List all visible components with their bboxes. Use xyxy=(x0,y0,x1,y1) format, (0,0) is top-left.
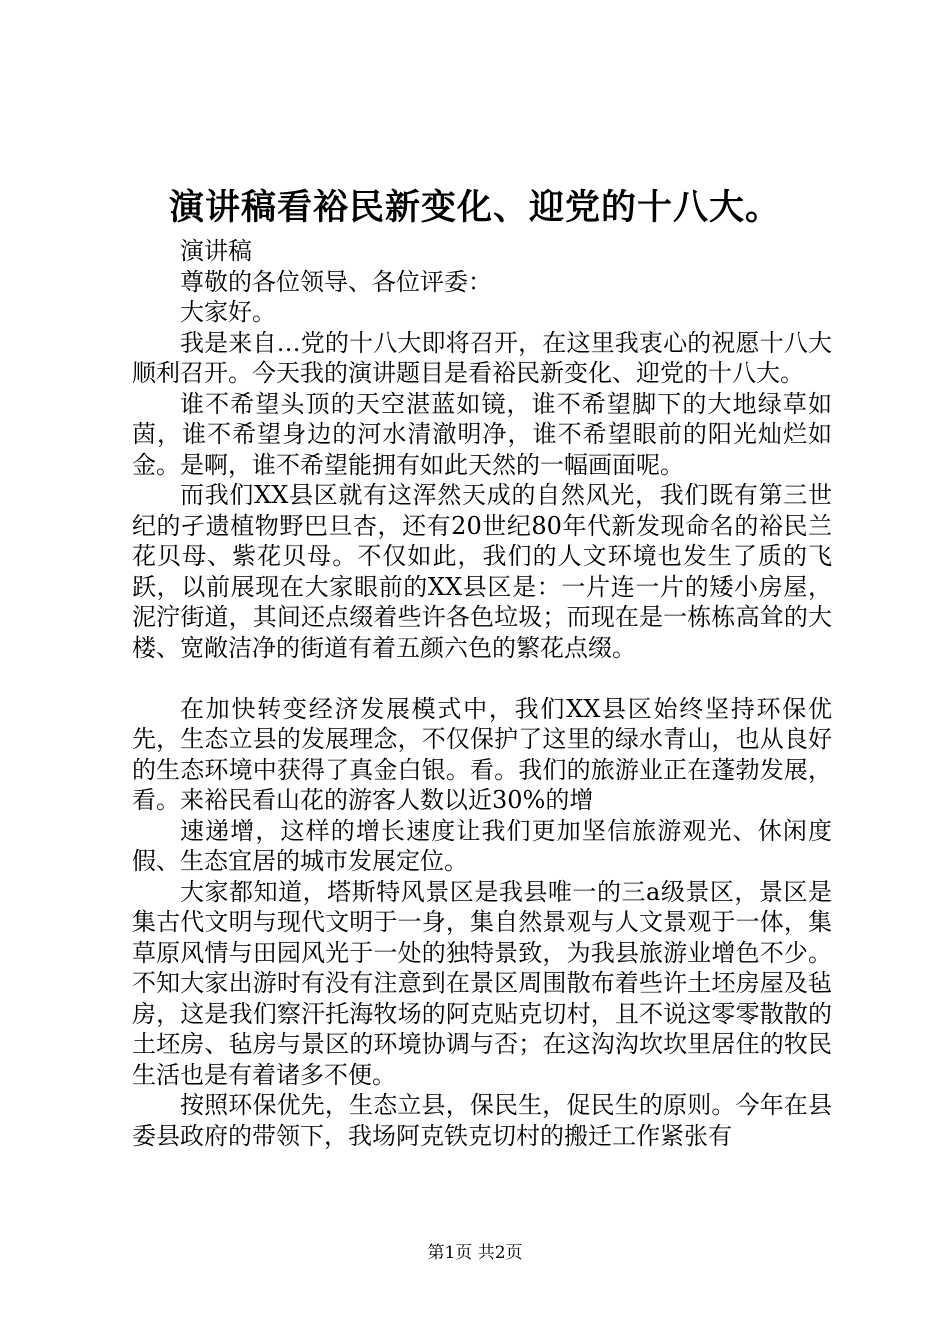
document-body xyxy=(132,236,832,1151)
paragraph-economy: 在加快转变经济发展模式中，我们XX县区始终坚持环保优先，生态立县的发展理念，不仅保护了这里的绿水青山，也从良好的生态环境中获得了真金白银。看。我们的旅游业正在蓬勃发展，看。来裕民看山花的游客人数以近30%的增 xyxy=(132,694,832,814)
page-footer: 第1页 共2页 xyxy=(427,1243,523,1263)
paragraph-greeting: 大家好。 xyxy=(180,298,276,326)
paragraph-scenic-area: 大家都知道，塔斯特风景区是我县唯一的三a级景区，景区是集古代文明与现代文明于一身，集自然景观与人文景观于一体，集草原风情与田园风光于一处的独特景致，为我县旅游业增色不少。不知大家出游时有没有注意到在景区周围散布着些许土坯房屋及毡房，这是我们察汗托海牧场的阿克贴克切村，且不说这零零散散的土坯房、毡房与景区的环境协调与否；在这沟沟坎坎里居住的牧民生活也是有着诸多不便。 xyxy=(132,877,832,1089)
paragraph-scenery: 而我们XX县区就有这浑然天成的自然风光，我们既有第三世纪的孑遗植物野巴旦杏，还有20世纪80年代新发现命名的裕民兰花贝母、紫花贝母。不仅如此，我们的人文环境也发生了质的飞跃，以前展现在大家眼前的XX县区是：一片连一片的矮小房屋，泥泞街道，其间还点缀着些许各色垃圾；而现在是一栋栋高耸的大楼、宽敞洁净的街道有着五颜六色的繁花点缀。 xyxy=(132,481,832,662)
paragraph-relocation: 按照环保优先，生态立县，保民生，促民生的原则。今年在县委县政府的带领下，我场阿克铁克切村的搬迁工作紧张有 xyxy=(132,1091,832,1150)
paragraph-intro: 我是来自…党的十八大即将召开，在这里我衷心的祝愿十八大顺利召开。今天我的演讲题目是看裕民新变化、迎党的十八大。 xyxy=(132,328,832,387)
paragraph-wishes: 谁不希望头顶的天空湛蓝如镜，谁不希望脚下的大地绿草如茵，谁不希望身边的河水清澈明净，谁不希望眼前的阳光灿烂如金。是啊，谁不希望能拥有如此天然的一幅画面呢。 xyxy=(132,389,832,479)
document-title: 演讲稿看裕民新变化、迎党的十八大。 xyxy=(168,188,781,228)
paragraph-doc-type: 演讲稿 xyxy=(180,237,252,265)
paragraph-growth: 速递增，这样的增长速度让我们更加坚信旅游观光、休闲度假、生态宜居的城市发展定位。 xyxy=(132,816,832,875)
paragraph-salutation: 尊敬的各位领导、各位评委： xyxy=(180,267,492,296)
